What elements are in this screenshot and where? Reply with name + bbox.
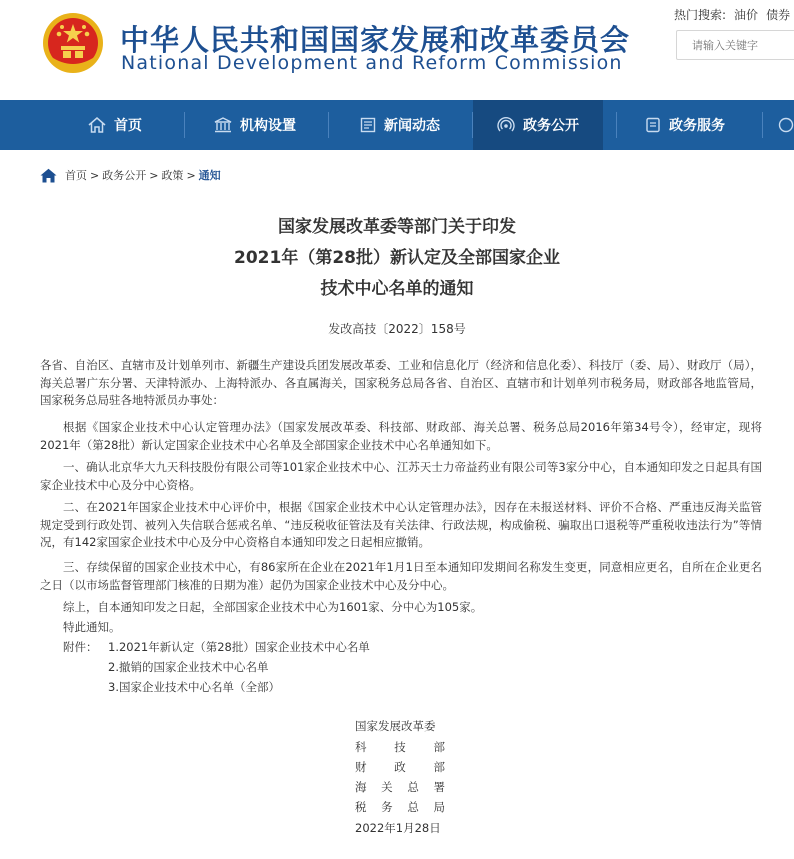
signatory-char: 总 bbox=[407, 780, 419, 794]
hot-search-label: 热门搜索: bbox=[674, 8, 727, 22]
attachment-link[interactable]: 3.国家企业技术中心名单（全部） bbox=[108, 680, 280, 694]
signatory: 国家发展改革委 bbox=[355, 719, 436, 733]
body-paragraph: 三、存续保留的国家企业技术中心，有86家所在企业在2021年1月1日至本通知印发期间名称发生变更，同意相应更名，自所在企业更名之日（以市场监督管理部门核准的日期为准）起仍为国家企业技术中心及分中心。 bbox=[40, 560, 762, 592]
breadcrumb-item[interactable]: 首页 bbox=[65, 169, 87, 182]
site-title-en[interactable]: National Development and Reform Commission bbox=[121, 52, 623, 74]
signatory-char: 财 bbox=[355, 760, 367, 774]
signatory-char: 部 bbox=[433, 740, 445, 754]
signatory bbox=[355, 739, 445, 755]
signatory-char: 局 bbox=[433, 800, 445, 814]
signatory-char: 部 bbox=[433, 760, 445, 774]
signatory bbox=[355, 759, 445, 775]
broadcast-icon bbox=[497, 117, 515, 133]
breadcrumb-separator: > bbox=[90, 168, 100, 182]
hot-search-item[interactable]: 债券 bbox=[766, 8, 791, 22]
nav-divider bbox=[762, 112, 763, 138]
body-paragraph: 二、在2021年国家企业技术中心评价中，根据《国家企业技术中心认定管理办法》，因存在未报送材料、评价不合格、严重违反海关监管规定受到行政处罚、被列入失信联合惩戒名单、“违反税收征管法及有关法律、行政法规，构成偷税、骗取出口退税等严重税收违法行为”等情况，有142家国家企业技术中心及分中心资格自本通知印发之日起相应撤销。 bbox=[40, 500, 762, 549]
national-emblem-icon[interactable] bbox=[42, 12, 104, 74]
attachment-label: 附件： bbox=[63, 640, 98, 654]
article-title-line: 国家发展改革委等部门关于印发 bbox=[278, 217, 516, 237]
nav-item-services[interactable] bbox=[625, 100, 745, 150]
clock-icon[interactable] bbox=[778, 117, 794, 133]
body-paragraph: 根据《国家企业技术中心认定管理办法》（国家发展改革委、科技部、财政部、海关总署、税务总局2016年第34号令），经审定，现将2021年（第28批）新认定国家企业技术中心名单及全部国家企业技术中心名单通知如下。 bbox=[40, 420, 762, 452]
signature-date: 2022年1月28日 bbox=[355, 821, 441, 835]
signatory bbox=[355, 779, 445, 795]
nav-item-gov-affairs[interactable] bbox=[473, 100, 603, 150]
nav-item-news[interactable] bbox=[340, 100, 460, 150]
signatory-char: 务 bbox=[381, 800, 393, 814]
nav-item-label: 政务服务 bbox=[669, 118, 725, 134]
attachment-link[interactable]: 1.2021年新认定（第28批）国家企业技术中心名单 bbox=[108, 640, 370, 654]
hot-search bbox=[674, 6, 794, 23]
site-header bbox=[0, 0, 794, 100]
nav-item-label: 政务公开 bbox=[523, 118, 579, 134]
body-paragraph: 综上，自本通知印发之日起，全部国家企业技术中心为1601家、分中心为105家。 bbox=[63, 600, 483, 614]
search-input[interactable] bbox=[676, 30, 794, 60]
home-icon bbox=[88, 117, 106, 133]
body-paragraph: 一、确认北京华大九天科技股份有限公司等101家企业技术中心、江苏天士力帝益药业有限公司等3家分中心，自本通知印发之日起具有国家企业技术中心及分中心资格。 bbox=[40, 460, 762, 492]
signatory bbox=[355, 799, 445, 815]
institution-icon bbox=[214, 117, 232, 133]
addressee: 各省、自治区、直辖市及计划单列市、新疆生产建设兵团发展改革委、工业和信息化厅（经济和信息化委）、科技厅（委、局）、财政厅（局），海关总署广东分署、天津特派办、上海特派办、各直属海关，国家税务总局各省、自治区、直辖市和计划单列市税务局，财政部各地监管局，国家税务总局驻各地特派员办事处： bbox=[40, 358, 762, 407]
signatory-char: 科 bbox=[355, 740, 367, 754]
nav-divider bbox=[184, 112, 185, 138]
article-title-line: 2021年（第28批）新认定及全部国家企业 bbox=[234, 248, 560, 268]
breadcrumb-item[interactable]: 政务公开 bbox=[102, 169, 147, 182]
breadcrumb-separator: > bbox=[149, 168, 159, 182]
signatory-char: 关 bbox=[381, 780, 393, 794]
signatory-char: 署 bbox=[433, 780, 445, 794]
nav-item-label: 新闻动态 bbox=[384, 118, 440, 134]
nav-item-home[interactable] bbox=[60, 100, 170, 150]
breadcrumb bbox=[40, 166, 221, 184]
signatory-char: 总 bbox=[407, 800, 419, 814]
body-paragraph: 特此通知。 bbox=[63, 620, 121, 634]
document-number: 发改高技〔2022〕158号 bbox=[328, 322, 466, 336]
breadcrumb-current[interactable]: 通知 bbox=[198, 169, 221, 182]
nav-item-label: 首页 bbox=[114, 118, 142, 134]
signatory-char: 海 bbox=[355, 780, 367, 794]
breadcrumb-separator: > bbox=[186, 168, 196, 182]
attachment-link[interactable]: 2.撤销的国家企业技术中心名单 bbox=[108, 660, 269, 674]
nav-divider bbox=[328, 112, 329, 138]
nav-item-label: 机构设置 bbox=[240, 118, 296, 134]
hot-search-item[interactable]: 油价 bbox=[734, 8, 759, 22]
breadcrumb-item[interactable]: 政策 bbox=[161, 169, 184, 182]
main-nav bbox=[0, 100, 794, 150]
site-title-cn[interactable]: 中华人民共和国国家发展和改革委员会 bbox=[120, 23, 631, 57]
signatory-char: 税 bbox=[355, 800, 367, 814]
nav-divider bbox=[616, 112, 617, 138]
article-title-line: 技术中心名单的通知 bbox=[320, 279, 474, 299]
signatory-char: 技 bbox=[394, 740, 406, 754]
news-icon bbox=[360, 117, 376, 133]
service-icon bbox=[645, 117, 661, 133]
nav-item-institution[interactable] bbox=[195, 100, 315, 150]
signatory-char: 政 bbox=[394, 760, 406, 774]
home-icon[interactable] bbox=[40, 168, 57, 183]
